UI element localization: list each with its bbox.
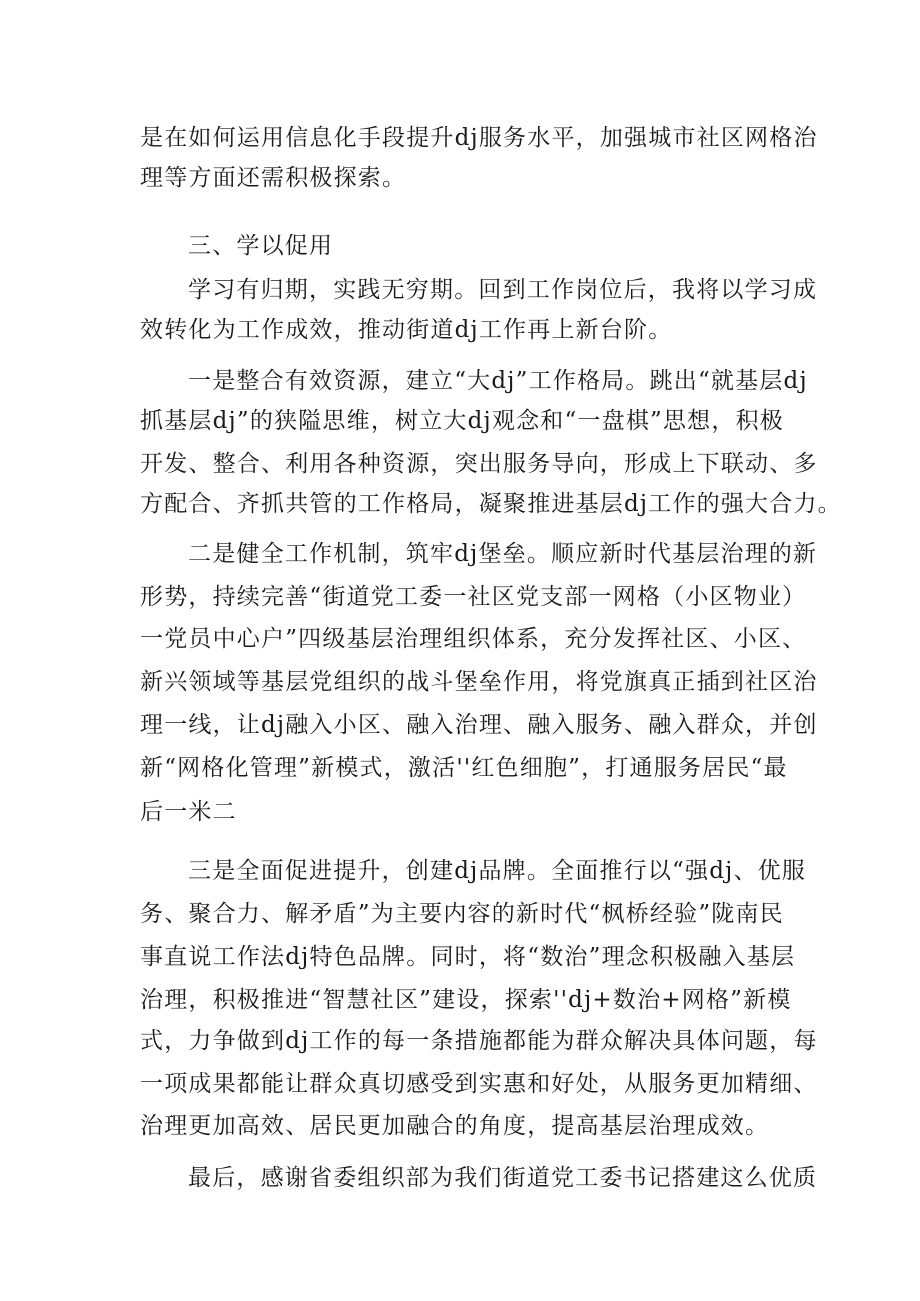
text-line: 开发、整合、利用各种资源，突出服务导向，形成上下联动、多 xyxy=(140,451,818,477)
text-line: 抓基层dj”的狭隘思维，树立大dj观念和“一盘棋”思想，积极 xyxy=(140,408,784,434)
text-line: 方配合、齐抓共管的工作格局，凝聚推进基层dj工作的强大合力。 xyxy=(140,491,842,517)
text-line: 一是整合有效资源，建立“大dj”工作格局。跳出“就基层dj xyxy=(188,368,808,394)
text-line: 二是健全工作机制，筑牢dj堡垒。顺应新时代基层治理的新 xyxy=(188,541,818,567)
text-line: 形势，持续完善“街道党工委一社区党支部一网格（小区物业） xyxy=(140,584,807,610)
text-line: 是在如何运用信息化手段提升dj服务水平，加强城市社区网格治 xyxy=(140,125,818,151)
text-line: 式，力争做到dj工作的每一条措施都能为群众解决具体问题，每 xyxy=(140,1028,818,1054)
section-heading: 三、学以促用 xyxy=(188,233,334,259)
text-line: 一党员中心户”四级基层治理组织体系，充分发挥社区、小区、 xyxy=(140,626,807,652)
text-line: 新“网格化管理”新模式，激活''红色细胞”，打通服务居民“最 xyxy=(140,755,788,781)
text-line: 理等方面还需积极探索。 xyxy=(140,165,407,191)
text-line: 理一线，让dj融入小区、融入治理、融入服务、融入群众，并创 xyxy=(140,712,818,738)
text-line: 后一米二 xyxy=(140,799,237,825)
text-line: 学习有归期，实践无穷期。回到工作岗位后，我将以学习成 xyxy=(188,277,818,303)
text-line: 三是全面促进提升，创建dj品牌。全面推行以“强dj、优服 xyxy=(188,858,807,884)
text-line: 治理更加高效、居民更加融合的角度，提高基层治理成效。 xyxy=(140,1113,770,1139)
text-line: 效转化为工作成效，推动街道dj工作再上新台阶。 xyxy=(140,317,673,343)
text-line: 新兴领域等基层党组织的战斗堡垒作用，将党旗真正插到社区治 xyxy=(140,669,818,695)
text-line: 治理，积极推进“智慧社区”建设，探索''dj+数治+网格”新模 xyxy=(140,987,792,1013)
text-line: 最后，感谢省委组织部为我们街道党工委书记搭建这么优质 xyxy=(188,1165,818,1191)
text-line: 事直说工作法dj特色品牌。同时，将“数治”理念积极融入基层 xyxy=(140,944,796,970)
text-line: 一项成果都能让群众真切感受到实惠和好处，从服务更加精细、 xyxy=(140,1071,818,1097)
text-line: 务、聚合力、解矛盾”为主要内容的新时代“枫桥经验”陇南民 xyxy=(140,901,784,927)
